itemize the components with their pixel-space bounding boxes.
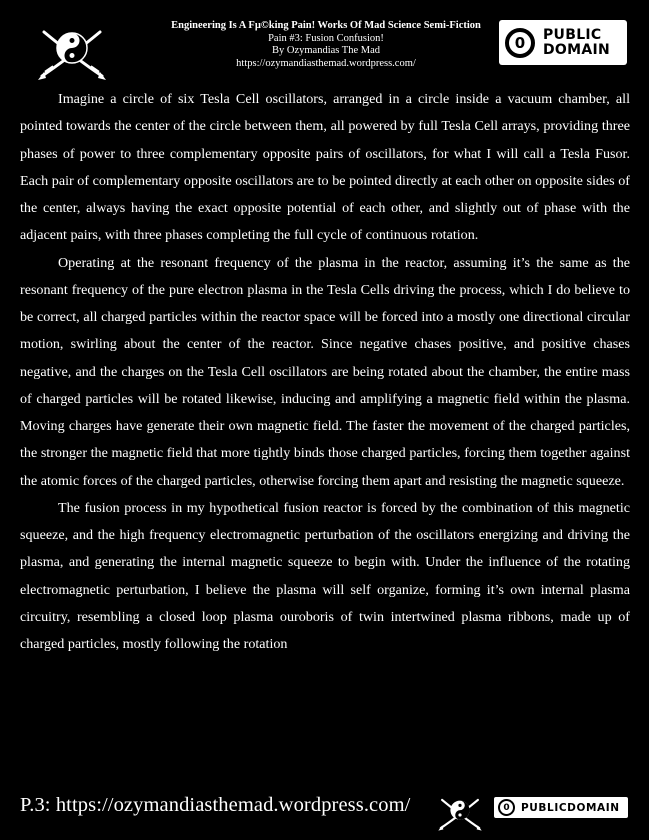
public-domain-label (543, 28, 610, 58)
work-title: Engineering Is A Fµ©king Pain! Works Of Mad Science Semi-Fiction (171, 20, 481, 31)
page-footer (0, 786, 649, 840)
episode-title: Pain #3: Fusion Confusion! (268, 32, 384, 44)
story-body (20, 86, 630, 658)
yin-yang-jolly-roger-icon (437, 794, 483, 834)
author-line: By Ozymandias The Mad (272, 45, 380, 57)
footer-public-domain-label: PUBLICDOMAIN (521, 801, 620, 814)
paragraph-1: Imagine a circle of six Tesla Cell oscillators, arranged in a circle inside a vacuum chamber, all pointed towards the center of the circle between them, all powered by full Tesla Cell arrays, providing three phases of power to three complementary opposite pairs of oscillators, for what I will call a Tesla Fusor. Each pair of complementary opposite oscillators are to be pointed directly at each other on opposite sides of the center, always having the exact opposite potential of each other, and slightly out of phase with the adjacent pairs, with three phases completing the full cycle of continuous rotation. (20, 91, 630, 244)
public-domain-line1: PUBLIC (543, 26, 602, 43)
public-domain-icon: 0 (505, 28, 535, 58)
public-domain-line2: DOMAIN (543, 41, 611, 58)
header-url: https://ozymandiasthemad.wordpress.com/ (236, 57, 416, 69)
paragraph-2: Operating at the resonant frequency of the plasma in the reactor, assuming it’s the same as the resonant frequency of the pure electron plasma in the Tesla Cells driving the process, which I do believe to be correct, all charged particles within the reactor space will be forced into a mostly one directional circular motion, swirling about the center of the reactor. Since negative chases positive, and positive chases negative, and the charges on the Tesla Cell oscillators are being rotated about the chamber, the entire mass of charged particles will be rotated likewise, inducing and amplifying a magnetic field within the plasma. Moving charges have generate their own magnetic field. The faster the movement of the charged particles, the stronger the magnetic field that more tightly binds those charged particles, forcing them together against the atomic forces of the charged particles, otherwise forcing them apart and resisting the magnetic squeeze. (20, 254, 630, 489)
page-header (0, 0, 649, 84)
public-domain-badge (499, 20, 627, 65)
paragraph-3: The fusion process in my hypothetical fusion reactor is forced by the combination of this magnetic squeeze, and the high frequency electromagnetic perturbation of the oscillators energizing and driving the plasma, and generating the internal magnetic squeeze to begin with. Under the influence of the rotating electromagnetic perturbation, I believe the plasma will self organize, forming it’s own internal plasma circuitry, resembling a closed loop plasma ouroboris of twin intertwined plasma ribbons, made up of charged particles, mostly following the rotation (20, 499, 630, 652)
public-domain-icon: 0 (498, 799, 515, 816)
header-text-block (130, 20, 522, 70)
yin-yang-jolly-roger-icon (36, 24, 108, 84)
page-number-url: P.3: https://ozymandiasthemad.wordpress.com/ (20, 794, 411, 816)
footer-public-domain-badge (494, 797, 628, 818)
